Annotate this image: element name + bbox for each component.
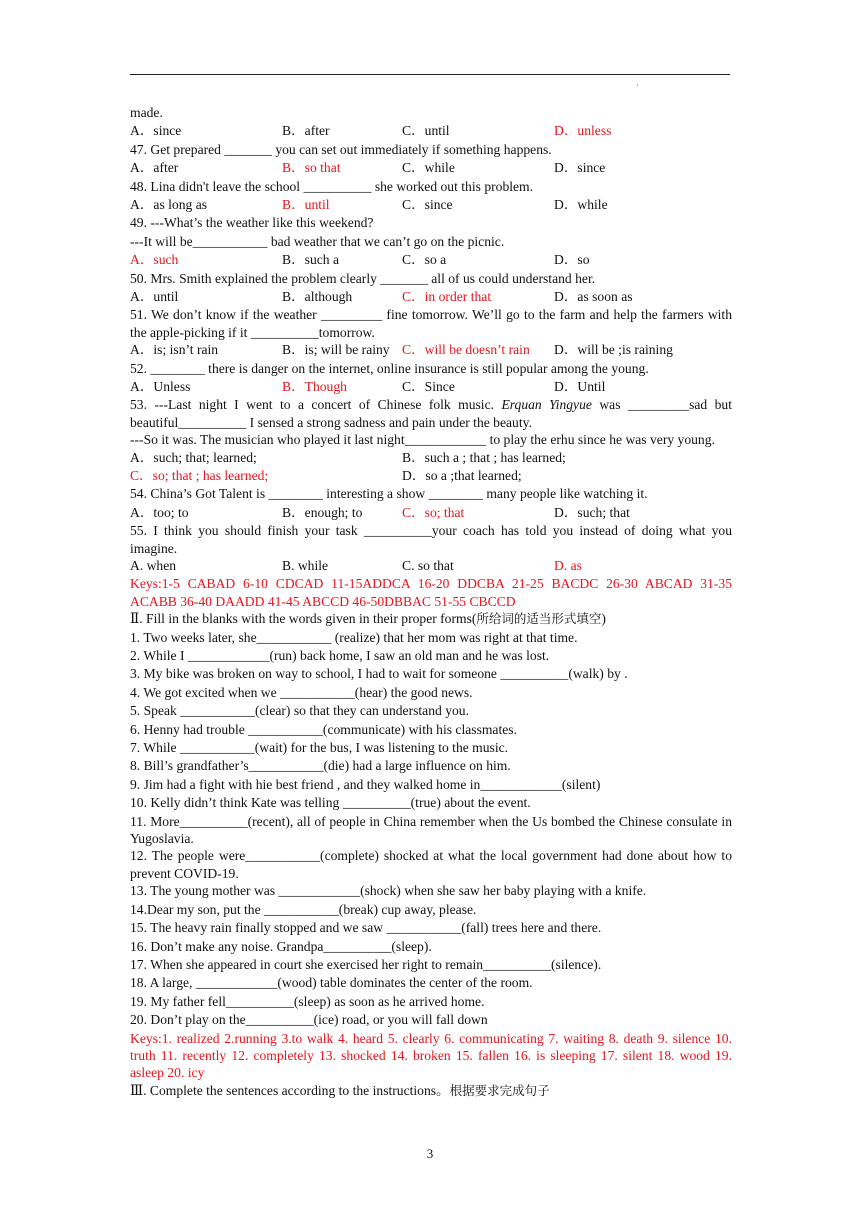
answer-keys-fill: Keys:1. realized 2.running 3.to walk 4. heard 5. clearly 6. communicating 7. waiting 8. death 9. silence 10. truth 11. recently 12. completely 13. shocked 14. broken 15. fallen 16. is sleeping 17. silent 18. wood 19. asleep 20. icy	[130, 1030, 732, 1081]
option-d: D．since	[554, 160, 606, 176]
option-c: C．while	[402, 160, 455, 176]
fill-item: 19. My father fell__________(sleep) as soon as he arrived home.	[130, 993, 485, 1009]
option-a: A．since	[130, 123, 182, 139]
fill-item: 11. More__________(recent), all of people in China remember when the Us bombed the Chinese consulate in Yugoslavia.	[130, 813, 732, 847]
options-row	[130, 557, 732, 575]
fill-item: 8. Bill’s grandfather’s___________(die) had a large influence on him.	[130, 758, 511, 774]
question-51: 51. We don’t know if the weather _________ fine tomorrow. We’ll go to the farm and help the farmers with the apple-picking if it __________tomorrow.	[130, 307, 732, 340]
question-54: 54. China’s Got Talent is ________ interesting a show ________ many people like watching it.	[130, 486, 648, 502]
option-a: A. when	[130, 558, 177, 573]
fill-item: 4. We got excited when we ___________(hear) the good news.	[130, 684, 473, 700]
options-row	[130, 504, 732, 522]
section-title-cn: 所给词的适当形式填空	[476, 611, 602, 627]
fill-list	[130, 629, 732, 1030]
question-53	[130, 396, 732, 431]
question-52: 52. ________ there is danger on the internet, online insurance is still popular among the young.	[130, 360, 649, 376]
option-b: B．is; will be rainy	[282, 342, 390, 358]
option-d: D. as	[554, 558, 582, 573]
section-3-title	[130, 1082, 732, 1100]
question-reply: ---It will be___________ bad weather that we can’t go on the picnic.	[130, 233, 505, 249]
question-47: 47. Get prepared _______ you can set out immediately if something happens.	[130, 141, 552, 157]
fill-item: 14.Dear my son, put the ___________(break) cup away, please.	[130, 901, 477, 917]
options-row	[130, 341, 732, 359]
fill-item: 12. The people were___________(complete) shocked at what the local government had done about how to prevent COVID-19.	[130, 848, 732, 881]
option-c: C．so a	[402, 252, 447, 268]
page-number: 3	[426, 1146, 434, 1161]
option-c: C．in order that	[402, 289, 492, 304]
fill-item: 15. The heavy rain finally stopped and we saw ___________(fall) trees here and there.	[130, 920, 602, 936]
option-c: C. so that	[402, 558, 454, 573]
fill-item: 7. While ___________(wait) for the bus, I was listening to the music.	[130, 740, 509, 756]
option-a: A．such	[130, 252, 179, 268]
option-a: A．such; that; learned;	[130, 449, 257, 465]
fill-item: 16. Don’t make any noise. Grandpa__________(sleep).	[130, 938, 432, 954]
option-d: D．unless	[554, 123, 612, 139]
options-row	[130, 251, 732, 269]
option-d: D．as soon as	[554, 289, 633, 304]
question-55: 55. I think you should finish your task __________your coach has told you instead of doing what you imagine.	[130, 523, 732, 556]
question-tail: made.	[130, 105, 163, 120]
option-b: B．such a ; that ; has learned;	[402, 449, 566, 465]
fill-item: 20. Don’t play on the__________(ice) road, or you will fall down	[130, 1012, 488, 1028]
fill-item: 13. The young mother was ____________(shock) when she saw her baby playing with a knife.	[130, 883, 647, 899]
option-a: A．after	[130, 160, 179, 176]
option-d: D．so a ;that learned;	[402, 468, 522, 483]
worksheet-content	[130, 104, 732, 1100]
options-row	[130, 288, 732, 306]
option-c: C．will be doesn’t rain	[402, 342, 530, 358]
option-d: D．will be ;is raining	[554, 342, 673, 358]
section-2-title	[130, 610, 732, 628]
fill-item: 1. Two weeks later, she___________ (realize) that her mom was right at that time.	[130, 629, 578, 645]
option-d: D．Until	[554, 379, 606, 394]
fill-item: 9. Jim had a fight with hie best friend , and they walked home in____________(silent)	[130, 776, 601, 792]
stem-text: was _________sad but beautiful__________ I sensed a strong sadness and pain under the beauty.	[130, 397, 732, 430]
section-title-cn: 根据要求完成句子	[449, 1082, 550, 1098]
option-a: A．as long as	[130, 197, 208, 212]
fill-item: 10. Kelly didn’t think Kate was telling __________(true) about the event.	[130, 795, 531, 811]
question-list	[130, 141, 732, 397]
options-row	[130, 467, 732, 485]
stem-text: 53. ---Last night I went to a concert of Chinese folk music.	[130, 397, 502, 413]
option-b: B．until	[282, 197, 330, 212]
fill-item: 18. A large, ____________(wood) table dominates the center of the room.	[130, 975, 533, 991]
options-row	[130, 449, 732, 467]
option-c: C．so; that ; has learned;	[130, 468, 269, 483]
fill-item: 5. Speak ___________(clear) so that they can understand you.	[130, 703, 470, 719]
option-a: A．Unless	[130, 379, 191, 394]
option-c: C．so; that	[402, 504, 465, 520]
fill-item: 6. Henny had trouble ___________(communicate) with his classmates.	[130, 721, 517, 737]
option-b: B．Though	[282, 379, 347, 394]
option-b: B. while	[282, 558, 329, 573]
fill-item: 2. While I ____________(run) back home, I saw an old man and he was lost.	[130, 648, 550, 664]
section-title-end: )	[601, 611, 606, 627]
option-b: B．enough; to	[282, 504, 363, 520]
option-c: C．until	[402, 123, 450, 139]
option-b: B．after	[282, 123, 330, 139]
option-c: C．Since	[402, 379, 455, 394]
fill-item: 17. When she appeared in court she exercised her right to remain__________(silence).	[130, 956, 602, 972]
option-d: D．such; that	[554, 504, 630, 520]
header-rule	[130, 74, 730, 75]
music-title: Erquan Yingyue	[501, 397, 592, 413]
option-a: A．until	[130, 289, 179, 304]
options-row	[130, 196, 732, 214]
option-a: A．is; isn’t rain	[130, 342, 219, 358]
option-c: C．since	[402, 197, 453, 212]
section-title-en: Ⅱ. Fill in the blanks with the words given in their proper forms(	[130, 611, 477, 627]
question-48: 48. Lina didn't leave the school __________ she worked out this problem.	[130, 178, 534, 194]
question-53-reply: ---So it was. The musician who played it last night____________ to play the erhu since he was very young.	[130, 432, 715, 448]
header-mark: ·	[636, 80, 639, 90]
answer-keys-mcq: Keys:1-5 CABAD 6-10 CDCAD 11-15ADDCA 16-20 DDCBA 21-25 BACDC 26-30 ABCAD 31-35 ACABB 36-40 DAADD 41-45 ABCCD 46-50DBBAC 51-55 CBCCD	[130, 576, 732, 609]
question-49: 49. ---What’s the weather like this weekend?	[130, 215, 374, 231]
options-row	[130, 122, 732, 140]
fill-item: 3. My bike was broken on way to school, I had to wait for someone __________(walk) by .	[130, 666, 628, 682]
option-a: A．too; to	[130, 504, 189, 520]
question-50: 50. Mrs. Smith explained the problem clearly _______ all of us could understand her.	[130, 270, 596, 286]
option-b: B．such a	[282, 252, 340, 268]
options-row	[130, 159, 732, 177]
option-b: B．although	[282, 289, 353, 304]
section-title-en: Ⅲ. Complete the sentences according to the instructions。	[130, 1082, 450, 1098]
option-b: B．so that	[282, 160, 341, 176]
option-d: D．while	[554, 197, 608, 212]
option-d: D．so	[554, 252, 590, 268]
options-row	[130, 378, 732, 396]
